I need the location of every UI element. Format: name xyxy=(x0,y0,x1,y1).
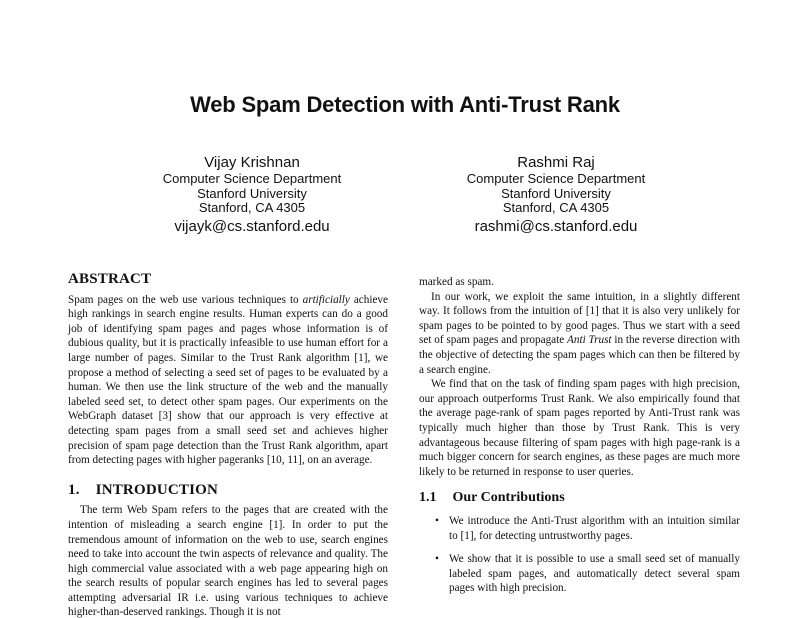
author-block-1 xyxy=(132,154,372,237)
list-item xyxy=(435,514,740,543)
author-university: Stanford University xyxy=(501,185,611,201)
introduction-paragraph: The term Web Spam refers to the pages that are created with the intention of misleading a search engine [1]. In order to put the tremendous amount of information on the web to use, search engines need to take into account the twin aspects of relevance and quality. The high commercial value associated with a web page appearing high on the search results of popular search engines has led to several pages attempting adversarial IR i.e. using various techniques to achieve higher-than-deserved rankings. Though it is not xyxy=(68,504,388,618)
continuation-text: marked as spam. xyxy=(419,276,494,288)
author-name: Rashmi Raj xyxy=(517,154,595,171)
body-paragraph-2: We find that on the task of finding spam pages with high precision, our approach outperforms Trust Rank. We also empirically found that the average page-rank of spam pages reported by Anti-Trust rank was typically much higher than those by Trust Rank. This is very advantageous because filtering of spam pages with high page-rank is a much bigger concern for search engines, as these pages are much more likely to be returned in response to user queries. xyxy=(419,378,740,478)
abstract-italic-word: artificially xyxy=(302,293,350,306)
author-name: Vijay Krishnan xyxy=(204,154,300,171)
subsection-title: Our Contributions xyxy=(452,490,565,506)
author-department: Computer Science Department xyxy=(162,171,342,186)
paragraph-text-end: in the reverse direction with the objective of detecting the spam pages which can then be filtered by a search engine. xyxy=(419,334,740,376)
subsection-number: 1.1 xyxy=(419,490,437,506)
author-email: vijayk@cs.stanford.edu xyxy=(174,217,330,235)
anti-trust-italic: Anti Trust xyxy=(567,334,612,347)
author-location: Stanford, CA 4305 xyxy=(502,200,610,215)
section-number: 1. xyxy=(68,481,80,498)
abstract-paragraph xyxy=(68,293,388,468)
right-column xyxy=(419,275,740,605)
author-university: Stanford University xyxy=(197,185,307,201)
introduction-heading xyxy=(68,483,388,498)
paper-title: Web Spam Detection with Anti-Trust Rank xyxy=(190,92,620,117)
list-item-text: We show that it is possible to use a small seed set of manually labeled spam pages, and automatically detect several spam pages with high precision. xyxy=(449,553,740,595)
paragraph-text-start: In our work, we exploit the same intuition, in a slightly different way. It follows from the intuition of [1] that it is also very unlikely for spam pages to be pointed to by good pages. Thus we start with a seed set of spam pages and propagate xyxy=(419,290,740,347)
contributions-list xyxy=(419,514,740,596)
section-title: INTRODUCTION xyxy=(95,481,219,498)
abstract-heading: ABSTRACT xyxy=(68,271,152,287)
list-item-text: We introduce the Anti-Trust algorithm with an intuition similar to [1], for detecting untrustworthy pages. xyxy=(449,514,740,542)
contributions-heading xyxy=(419,491,740,506)
author-email: rashmi@cs.stanford.edu xyxy=(474,217,638,235)
body-paragraph-1 xyxy=(419,290,740,378)
abstract-text-start: Spam pages on the web use various techniques to xyxy=(68,293,303,306)
author-block-2 xyxy=(436,154,676,237)
abstract-text-end: achieve high rankings in search engine results. Human experts can do a good job of identifying spam pages and pages whose information is of dubious quality, but it is practically infeasible to use human effort for a large number of pages. Similar to the Trust Rank algorithm [1], we propose a method of selecting a seed set of pages to be evaluated by a human. We then use the link structure of the web and the manually labeled seed set, to detect other spam pages. Our experiments on the WebGraph dataset [3] show that our approach is very effective at detecting spam pages from a small seed set and achieves higher precision of spam page detection than the Trust Rank algorithm, apart from detecting pages with higher pageranks [10, 11], on an average. xyxy=(68,293,388,467)
author-location: Stanford, CA 4305 xyxy=(198,200,306,215)
left-column xyxy=(68,272,388,618)
bullet-icon: • xyxy=(435,553,439,566)
bullet-icon: • xyxy=(435,514,439,527)
author-department: Computer Science Department xyxy=(466,171,646,186)
list-item xyxy=(435,552,740,596)
